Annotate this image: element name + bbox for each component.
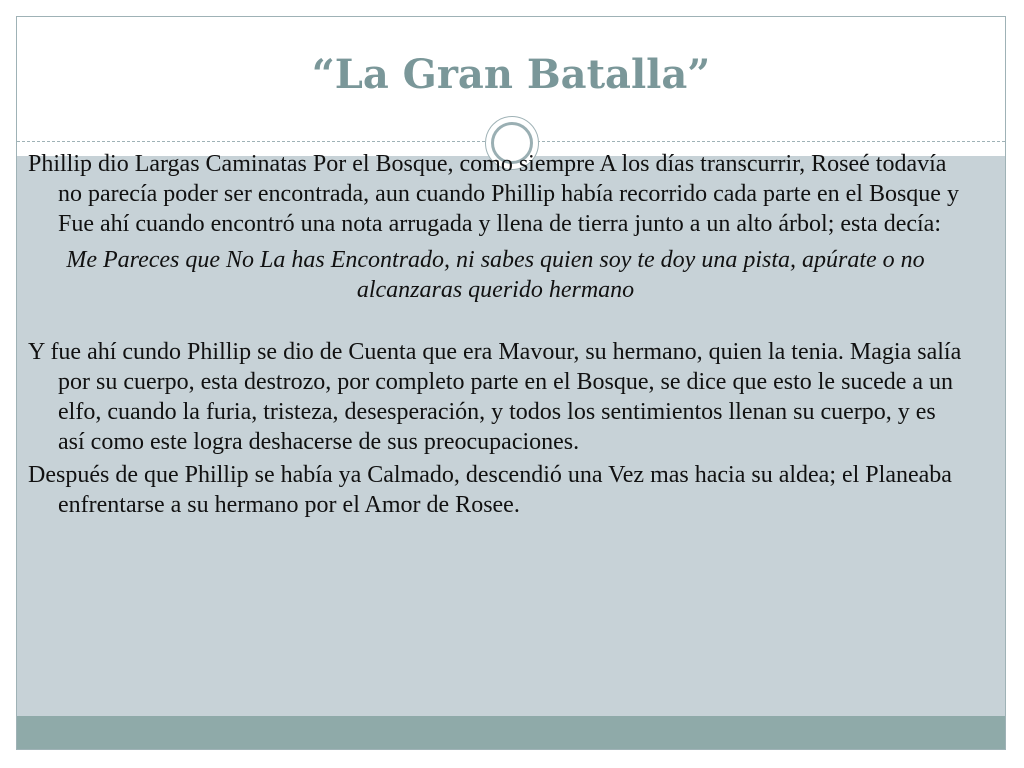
- paragraph-conclusion: Después de que Phillip se había ya Calmado, descendió una Vez mas hacia su aldea; el Planeaba enfrentarse a su hermano por el Amor de Rosee.: [28, 462, 952, 518]
- slide-title: “La Gran Batalla”: [311, 51, 711, 98]
- body-text: [28, 149, 963, 520]
- footer-band: [17, 716, 1005, 750]
- paragraph-revelation: Y fue ahí cundo Phillip se dio de Cuenta que era Mavour, su hermano, quien la tenia. Magia salía por su cuerpo, esta destrozo, por completo parte en el Bosque, se dice que esto le sucede a un elfo, cuando la furia, tristeza, desesperación, y todos los sentimientos llenan su cuerpo, y es así como este logra deshacerse de sus preocupaciones.: [28, 339, 962, 455]
- spacer: [28, 305, 963, 337]
- note-quote: Me Pareces que No La has Encontrado, ni sabes quien soy te doy una pista, apúrate o no alcanzaras querido hermano: [66, 247, 925, 303]
- paragraph-intro: Phillip dio Largas Caminatas Por el Bosque, como siempre A los días transcurrir, Roseé todavía no parecía poder ser encontrada, aun cuando Phillip había recorrido cada parte en el Bosque y Fue ahí cuando encontró una nota arrugada y llena de tierra junto a un alto árbol; esta decía:: [28, 151, 959, 237]
